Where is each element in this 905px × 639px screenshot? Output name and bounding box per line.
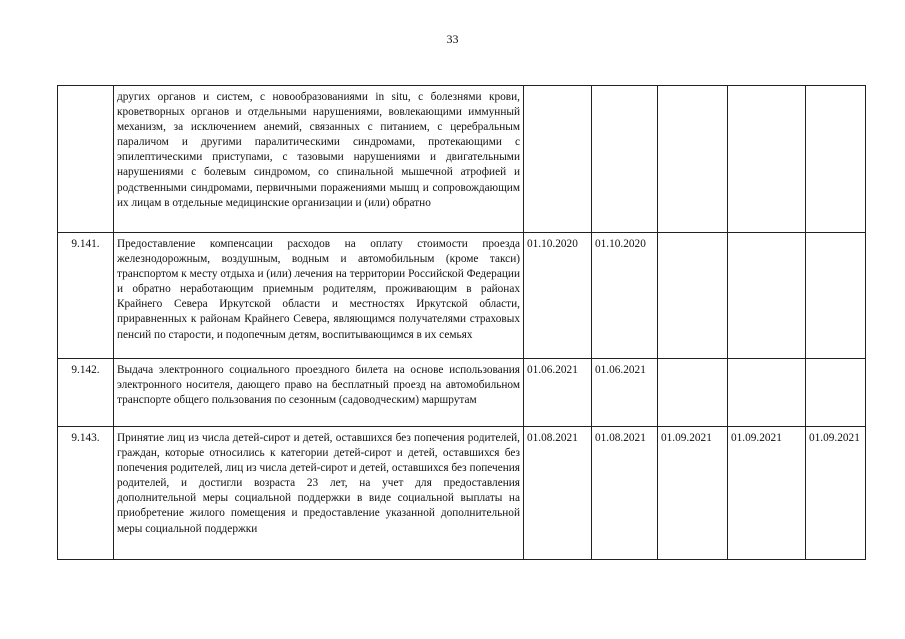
date-cell: 01.09.2021	[806, 427, 866, 560]
date-cell: 01.08.2021	[524, 427, 592, 560]
row-number: 9.143.	[58, 427, 114, 560]
date-cell: 01.06.2021	[592, 359, 658, 427]
row-number: 9.141.	[58, 233, 114, 359]
date-cell	[806, 233, 866, 359]
date-cell	[592, 86, 658, 233]
table-row	[58, 359, 866, 427]
table-row	[58, 86, 866, 233]
date-cell	[728, 359, 806, 427]
date-cell	[728, 233, 806, 359]
services-table	[57, 85, 866, 560]
table-row	[58, 427, 866, 560]
date-cell	[658, 233, 728, 359]
date-cell	[806, 359, 866, 427]
date-cell: 01.10.2020	[524, 233, 592, 359]
table-row	[58, 233, 866, 359]
service-description: Предоставление компенсации расходов на оплату стоимости проезда железнодорожным, воздушным, водным и автомобильным (кроме такси) транспортом к месту отдыха и (или) лечения на территории Российской Федерации и обратно неработающим приемным родителям, проживающим в районах Крайнего Севера Иркутской области и местностях Иркутской области, приравненных к районам Крайнего Севера, являющимся получателями страховых пенсий по старости, и подопечным детям, воспитывающимся в их семьях	[114, 233, 524, 359]
service-description: Выдача электронного социального проездного билета на основе использования электронного носителя, дающего право на бесплатный проезд на автомобильном транспорте общего пользования по сезонным (садоводческим) маршрутам	[114, 359, 524, 427]
row-number	[58, 86, 114, 233]
date-cell	[658, 359, 728, 427]
date-cell: 01.06.2021	[524, 359, 592, 427]
date-cell	[524, 86, 592, 233]
service-description: Принятие лиц из числа детей-сирот и детей, оставшихся без попечения родителей, граждан, которые относились к категории детей-сирот и детей, оставшихся без попечения родителей, лиц из числа детей-сирот и детей, оставшихся без попечения родителей, и достигли возраста 23 лет, на учет для предоставления дополнительной меры социальной поддержки в виде социальной выплаты на приобретение жилого помещения и предоставление указанной дополнительной меры социальной поддержки	[114, 427, 524, 560]
date-cell	[658, 86, 728, 233]
service-description: других органов и систем, с новообразованиями in situ, с болезнями крови, кроветворных органов и отдельными нарушениями, вовлекающими иммунный механизм, за исключением анемий, связанных с питанием, с церебральным параличом и другими паралитическими синдромами, протекающими с эпилептическими приступами, с тазовыми нарушениями и двигательными нарушениями с болевым синдромом, со спинальной мышечной атрофией и родственными синдромами, первичными поражениями мышц и сопровождающим их лицам в отдельные медицинские организации и (или) обратно	[114, 86, 524, 233]
row-number: 9.142.	[58, 359, 114, 427]
date-cell: 01.09.2021	[728, 427, 806, 560]
date-cell	[728, 86, 806, 233]
date-cell: 01.09.2021	[658, 427, 728, 560]
page-number: 33	[446, 32, 459, 46]
date-cell: 01.10.2020	[592, 233, 658, 359]
date-cell	[806, 86, 866, 233]
date-cell: 01.08.2021	[592, 427, 658, 560]
